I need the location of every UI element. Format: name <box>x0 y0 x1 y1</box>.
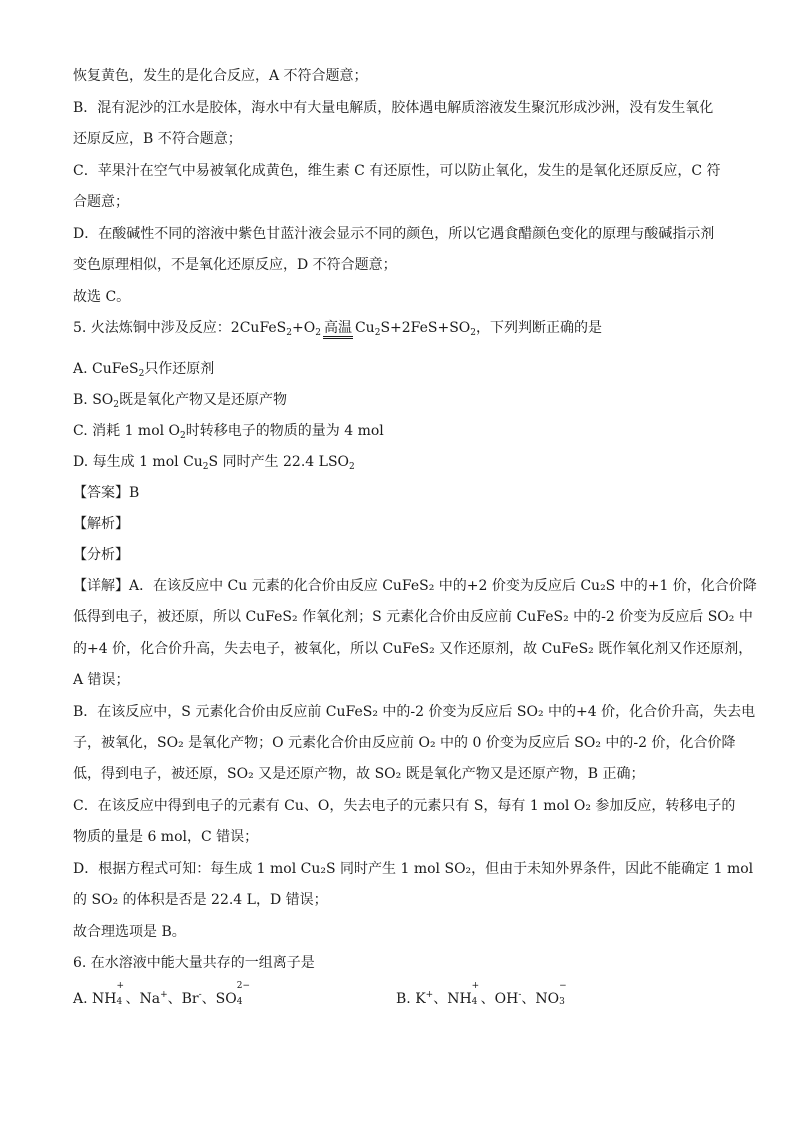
option-b <box>73 390 287 410</box>
detail-line: 故合理选项是 B。 <box>73 924 186 940</box>
text-span: S 同时产生 22.4 LSO <box>208 454 350 470</box>
text-span: A. CuFeS <box>73 361 139 377</box>
text-line: 恢复黄色，发生的是化合反应，A 不符合题意； <box>73 68 368 84</box>
detail-line: D．根据方程式可知：每生成 1 mol Cu₂S 同时产生 1 mol SO₂，但由于未知外界条件，因此不能确定 1 mol <box>73 861 754 877</box>
question-6-stem: 6. 在水溶液中能大量共存的一组离子是 <box>73 955 315 971</box>
answer-label: 【答案】B <box>73 485 140 501</box>
text-span: 、SO <box>201 991 237 1007</box>
fenxi-label: 【分析】 <box>73 547 129 563</box>
subscript: 2 <box>470 328 477 338</box>
detail-line: A 错误； <box>73 672 130 688</box>
superscript: + <box>425 990 434 1000</box>
text-span: B. K <box>396 991 426 1007</box>
text-line: C．苹果汁在空气中易被氧化成黄色，维生素 C 有还原性，可以防止氧化，发生的是氧化还原反应，C 符 <box>73 163 721 179</box>
superscript: + <box>160 990 168 1000</box>
superscript: − <box>559 981 567 991</box>
subscript: 2 <box>113 400 119 410</box>
subscript: 2 <box>286 328 293 338</box>
ion-script <box>471 981 481 1009</box>
ion-script <box>236 981 251 1009</box>
text-line: 合题意； <box>73 194 129 210</box>
text-span: 时转移电子的物质的量为 4 mol <box>185 423 384 439</box>
detail-line: B．在该反应中，S 元素化合价由反应前 CuFeS₂ 中的-2 价变为反应后 SO₂ 中的+4 价，化合价升高，失去电 <box>73 704 756 720</box>
subscript: 2 <box>138 369 145 379</box>
text-span: 既是氧化产物又是还原产物 <box>119 392 287 408</box>
q6-option-b <box>396 981 568 1009</box>
text-line: 还原反应，B 不符合题意； <box>73 131 242 147</box>
subscript: 2 <box>180 431 186 441</box>
text-span: 、NO <box>521 991 560 1007</box>
superscript: + <box>471 981 480 991</box>
detail-line: 的 SO₂ 的体积是否是 22.4 L，D 错误； <box>73 892 328 908</box>
detail-line: 子，被氧化，SO₂ 是氧化产物；O 元素化合价由反应前 O₂ 中的 0 价变为反应后 SO₂ 中的-2 价，化合价降 <box>73 735 736 751</box>
detail-line: 的+4 价，化合价升高，失去电子，被氧化，所以 CuFeS₂ 又作还原剂，故 CuFeS₂ 既作氧化剂又作还原剂， <box>73 641 753 657</box>
detail-line: 【详解】A．在该反应中 Cu 元素的化合价由反应 CuFeS₂ 中的+2 价变为反应后 Cu₂S 中的+1 价，化合价降 <box>73 578 757 594</box>
text-span: ，下列判断正确的是 <box>476 320 603 336</box>
text-line: 故选 C。 <box>73 289 131 305</box>
superscript: + <box>116 981 125 991</box>
superscript: - <box>518 990 522 1000</box>
text-line: B．混有泥沙的江水是胶体，海水中有大量电解质，胶体遇电解质溶液发生聚沉形成沙洲，没有发生氧化 <box>73 100 714 116</box>
analysis-label: 【解析】 <box>73 516 129 532</box>
text-span: 、NH <box>433 991 472 1007</box>
text-span: A. NH <box>73 991 117 1007</box>
option-a <box>73 359 214 379</box>
option-d <box>73 452 355 472</box>
question-5-stem <box>73 318 602 339</box>
subscript: 2 <box>349 462 355 472</box>
text-span: 、OH <box>480 991 519 1007</box>
subscript: 4 <box>116 997 123 1007</box>
superscript: 2− <box>236 981 251 991</box>
superscript: - <box>198 990 202 1000</box>
text-span: 5. 火法炼铜中涉及反应：2CuFeS <box>73 320 287 336</box>
text-span: Cu <box>354 320 375 336</box>
q6-option-a <box>73 981 251 1009</box>
detail-line: 低，得到电子，被还原，SO₂ 又是还原产物，故 SO₂ 既是氧化产物又是还原产物，B 正确； <box>73 766 645 782</box>
ion-script <box>116 981 125 1009</box>
subscript: 3 <box>559 997 565 1007</box>
detail-line: 物质的量是 6 mol，C 错误； <box>73 829 259 845</box>
text-span: C. 消耗 1 mol O <box>73 423 181 439</box>
subscript: 2 <box>202 462 209 472</box>
detail-line: C．在该反应中得到电子的元素有 Cu、O，失去电子的元素只有 S，每有 1 mol O₂ 参加反应，转移电子的 <box>73 798 736 814</box>
text-span: B. SO <box>73 392 114 408</box>
text-span: +O <box>292 320 316 336</box>
subscript: 2 <box>374 328 381 338</box>
condition-label: 高温 <box>323 320 353 339</box>
text-span: 、Na <box>125 991 161 1007</box>
ion-script <box>559 981 568 1009</box>
text-span: 、Br <box>167 991 199 1007</box>
text-span: D. 每生成 1 mol Cu <box>73 454 203 470</box>
text-line: D．在酸碱性不同的溶液中紫色甘蓝汁液会显示不同的颜色，所以它遇食醋颜色变化的原理与酸碱指示剂 <box>73 226 715 242</box>
text-span: 只作还原剂 <box>144 361 215 377</box>
text-line: 变色原理相似，不是氧化还原反应，D 不符合题意； <box>73 257 397 273</box>
option-c <box>73 421 384 441</box>
reaction-condition <box>323 320 353 339</box>
detail-line: 低得到电子，被还原，所以 CuFeS₂ 作氧化剂；S 元素化合价由反应前 CuFeS₂ 中的-2 价变为反应后 SO₂ 中 <box>73 609 753 625</box>
subscript: 4 <box>236 997 243 1007</box>
text-span: S+2FeS+SO <box>380 320 471 336</box>
subscript: 2 <box>315 328 321 338</box>
subscript: 4 <box>471 997 478 1007</box>
